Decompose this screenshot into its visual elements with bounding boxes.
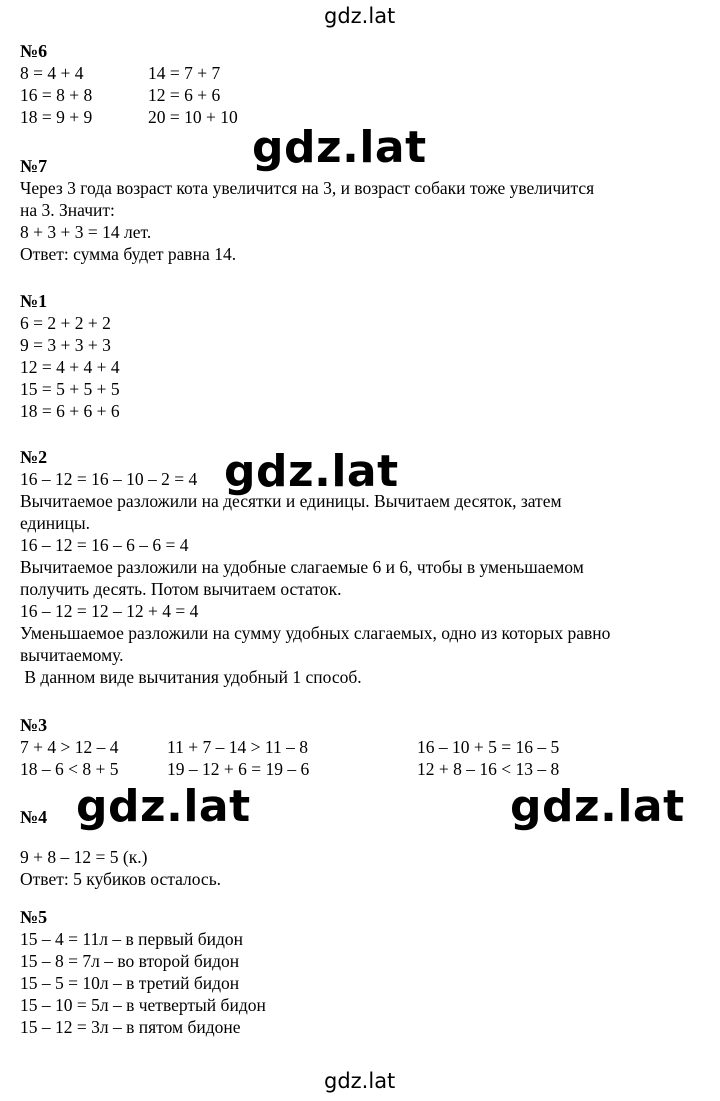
exercise-5-heading: №5 xyxy=(20,907,48,927)
text-line: 15 – 5 = 10л – в третий бидон xyxy=(20,973,240,993)
exercise-2-heading: №2 xyxy=(20,447,48,467)
equation: 14 = 7 + 7 xyxy=(148,63,221,83)
comparison: 19 – 12 + 6 = 19 – 6 xyxy=(167,759,310,779)
watermark-large: gdz.lat xyxy=(76,781,251,832)
exercise-4-heading: №4 xyxy=(20,807,48,827)
exercise-3-heading: №3 xyxy=(20,715,48,735)
equation: 8 = 4 + 4 xyxy=(20,63,84,83)
comparison: 18 – 6 < 8 + 5 xyxy=(20,759,119,779)
text-line: Уменьшаемое разложили на сумму удобных слагаемых, одно из которых равно xyxy=(20,623,611,643)
text-line: 8 + 3 + 3 = 14 лет. xyxy=(20,222,152,242)
exercise-6-heading: №6 xyxy=(20,41,48,61)
exercise-6 xyxy=(20,40,348,128)
watermark-large: gdz.lat xyxy=(252,122,427,173)
comparison: 11 + 7 – 14 > 11 – 8 xyxy=(167,737,308,757)
exercise-1-heading: №1 xyxy=(20,291,48,311)
text-line: 15 – 10 = 5л – в четвертый бидон xyxy=(20,995,266,1015)
text-line: 15 – 12 = 3л – в пятом бидоне xyxy=(20,1017,241,1037)
text-line: Ответ: сумма будет равна 14. xyxy=(20,244,237,264)
exercise-7-heading: №7 xyxy=(20,156,48,176)
equation: 9 = 3 + 3 + 3 xyxy=(20,335,111,355)
equation: 16 – 12 = 16 – 6 – 6 = 4 xyxy=(20,535,189,555)
equation: 9 + 8 – 12 = 5 (к.) xyxy=(20,847,148,867)
equation: 12 = 4 + 4 + 4 xyxy=(20,357,120,377)
comparison: 16 – 10 + 5 = 16 – 5 xyxy=(417,737,560,757)
equation: 15 = 5 + 5 + 5 xyxy=(20,379,120,399)
text-line: 15 – 8 = 7л – во второй бидон xyxy=(20,951,240,971)
equation: 16 – 12 = 16 – 10 – 2 = 4 xyxy=(20,469,198,489)
watermark-large: gdz.lat xyxy=(224,446,399,497)
exercise-1 xyxy=(20,290,120,422)
text-line: на 3. Значит: xyxy=(20,200,115,220)
exercise-5 xyxy=(20,906,266,1038)
comparison: 7 + 4 > 12 – 4 xyxy=(20,737,119,757)
watermark-large: gdz.lat xyxy=(510,781,685,832)
exercise-6-equations xyxy=(20,62,348,128)
equation: 16 – 12 = 12 – 12 + 4 = 4 xyxy=(20,601,199,621)
comparison: 12 + 8 – 16 < 13 – 8 xyxy=(417,759,560,779)
exercise-3-comparisons xyxy=(20,736,667,780)
equation: 20 = 10 + 10 xyxy=(148,107,238,127)
text-line: Вычитаемое разложили на десятки и единицы. Вычитаем десяток, затем xyxy=(20,491,562,511)
equation: 16 = 8 + 8 xyxy=(20,85,93,105)
equation: 18 = 6 + 6 + 6 xyxy=(20,401,120,421)
text-line: Через 3 года возраст кота увеличится на 3, и возраст собаки тоже увеличится xyxy=(20,178,595,198)
exercise-3 xyxy=(20,714,667,780)
text-line: Вычитаемое разложили на удобные слагаемые 6 и 6, чтобы в уменьшаемом xyxy=(20,557,584,577)
equation: 6 = 2 + 2 + 2 xyxy=(20,313,111,333)
text-line: вычитаемому. xyxy=(20,645,124,665)
equation: 12 = 6 + 6 xyxy=(148,85,221,105)
equation: 18 = 9 + 9 xyxy=(20,107,93,127)
text-line: В данном виде вычитания удобный 1 способ. xyxy=(20,667,362,687)
text-line: 15 – 4 = 11л – в первый бидон xyxy=(20,929,244,949)
exercise-7 xyxy=(20,155,594,265)
text-line: единицы. xyxy=(20,513,91,533)
watermark-top: gdz.lat xyxy=(324,4,396,28)
watermark-bottom: gdz.lat xyxy=(324,1069,396,1093)
text-line: Ответ: 5 кубиков осталось. xyxy=(20,869,222,889)
text-line: получить десять. Потом вычитаем остаток. xyxy=(20,579,342,599)
